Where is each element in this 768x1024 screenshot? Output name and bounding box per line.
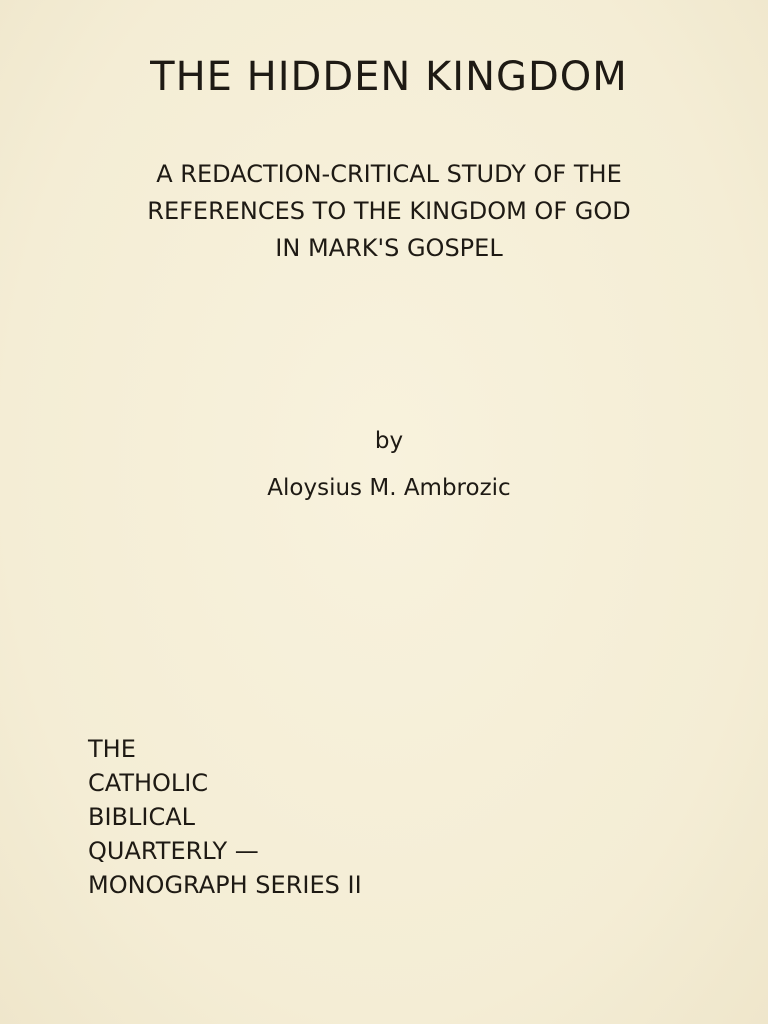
series-line: CATHOLIC bbox=[88, 769, 209, 797]
series-line: BIBLICAL bbox=[88, 803, 196, 831]
series-line: THE bbox=[88, 735, 136, 763]
book-subtitle bbox=[0, 156, 768, 267]
subtitle-line: REFERENCES TO THE KINGDOM OF GOD bbox=[147, 197, 631, 225]
series-line: QUARTERLY — bbox=[88, 837, 259, 865]
book-title: THE HIDDEN KINGDOM bbox=[150, 54, 628, 100]
author-name: Aloysius M. Ambrozic bbox=[267, 475, 511, 501]
subtitle-line: A REDACTION-CRITICAL STUDY OF THE bbox=[156, 160, 622, 188]
subtitle-line: IN MARK'S GOSPEL bbox=[275, 234, 503, 262]
series-line: MONOGRAPH SERIES II bbox=[88, 871, 362, 899]
byline: by bbox=[374, 428, 404, 454]
series-name bbox=[88, 732, 362, 902]
